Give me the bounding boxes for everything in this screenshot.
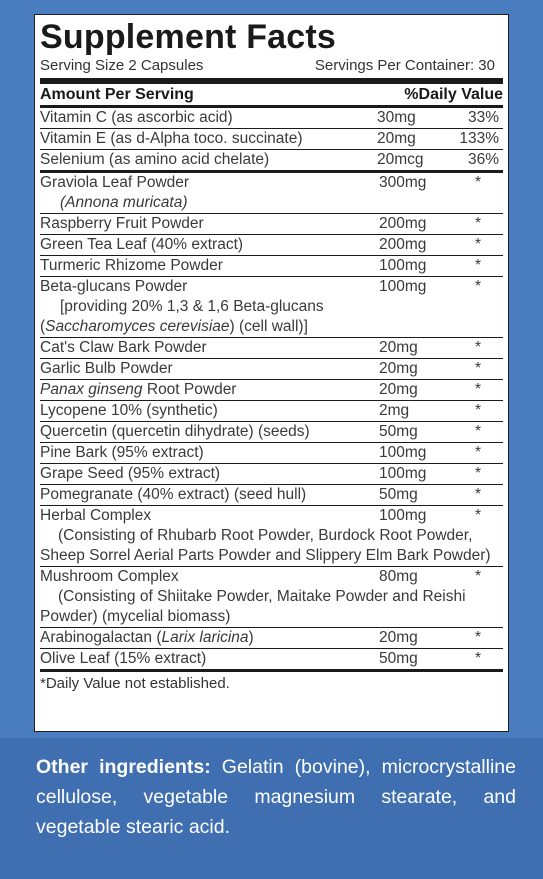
ingredient-dv: * [474,215,482,232]
ingredient-dv: * [474,486,482,503]
ingredient-row [40,337,503,358]
ingredient-row [40,566,503,627]
ingredient-amount: 20mg [379,339,418,356]
other-ingredients-text: Gelatin (bovine), microcrystalline cellulose, vegetable magnesium stearate, and vegetable stearic acid. [36,756,516,838]
serving-size: Serving Size 2 Capsules [40,57,204,74]
ingredient-row [40,442,503,463]
ingredient-dv: * [474,381,482,398]
ingredient-name: Quercetin (quercetin dihydrate) (seeds) [40,423,310,440]
ingredient-amount: 2mg [379,402,410,419]
ingredient-row [40,213,503,234]
ingredient-row [40,400,503,421]
ingredient-amount: 200mg [379,215,427,232]
ingredient-name: Lycopene 10% (synthetic) [40,402,218,419]
ingredient-row [40,484,503,505]
ingredient-row [40,648,503,669]
ingredient-dv: * [474,402,482,419]
ingredient-dv: * [474,629,482,646]
ingredient-amount: 100mg [379,507,427,524]
ingredient-name: Herbal Complex (Consisting of Rhubarb Root Powder, Burdock Root Powder, Sheep Sorrel Aerial Parts Powder and Slippery Elm Bark Powder) [40,506,379,566]
ingredient-name: Beta-glucans Powder [providing 20% 1,3 & 1,6 Beta-glucans (Saccharomyces cerevisiae) (cell wall)] [40,277,379,337]
ingredient-name: Panax ginseng Root Powder [40,381,237,398]
ingredient-name: Pomegranate (40% extract) (seed hull) [40,486,307,503]
ingredient-dv: * [474,465,482,482]
ingredient-row [40,627,503,648]
ingredient-amount: 20mg [379,360,418,377]
ingredient-name: Arabinogalactan (Larix laricina) [40,629,254,646]
ingredient-row [40,255,503,276]
ingredient-name: Mushroom Complex (Consisting of Shiitake Powder, Maitake Powder and Reishi Powder) (mycelial biomass) [40,567,379,627]
ingredient-amount: 200mg [379,236,427,253]
ingredient-row [40,505,503,566]
ingredient-subtext: (Consisting of Shiitake Powder, Maitake Powder and Reishi Powder) (mycelial biomass) [40,588,466,625]
ingredient-dv: * [474,423,482,440]
servings-per-container: Servings Per Container: 30 [314,57,495,74]
ingredient-name: Pine Bark (95% extract) [40,444,204,461]
label-title: Supplement Facts [40,18,337,56]
nutrient-row [40,108,503,128]
ingredient-name: Green Tea Leaf (40% extract) [40,236,244,253]
nutrient-amount: 20mg [377,130,416,147]
ingredient-subtext: (Annona muricata) [60,194,188,211]
nutrient-dv: 133% [459,130,499,147]
ingredient-amount: 100mg [379,278,427,295]
ingredient-dv: * [474,507,482,524]
other-ingredients-label: Other ingredients: [36,756,211,778]
dv-header: %Daily Value [404,86,503,103]
ingredient-dv: * [474,236,482,253]
nutrient-amount: 20mcg [377,151,424,168]
ingredient-name: Olive Leaf (15% extract) [40,650,207,667]
ingredient-name: Raspberry Fruit Powder [40,215,204,232]
ingredient-row [40,421,503,442]
footnote: *Daily Value not established. [40,675,230,692]
ingredient-subtext: (Saccharomyces cerevisiae) (cell wall)] [40,318,308,335]
ingredient-subtext: (Consisting of Rhubarb Root Powder, Burdock Root Powder, Sheep Sorrel Aerial Parts Powder and Slippery Elm Bark Powder) [40,527,491,564]
ingredient-row [40,358,503,379]
ingredient-dv: * [474,444,482,461]
nutrient-row [40,128,503,149]
ingredient-amount: 100mg [379,465,427,482]
ingredient-amount: 80mg [379,568,418,585]
ingredient-row [40,234,503,255]
ingredient-dv: * [474,174,482,191]
supplement-facts-label [34,14,509,732]
ingredient-name: Graviola Leaf Powder (Annona muricata) [40,173,379,213]
ingredient-row [40,173,503,213]
nutrient-name: Selenium (as amino acid chelate) [40,151,270,168]
ingredient-dv: * [474,568,482,585]
ingredient-amount: 20mg [379,381,418,398]
ingredient-dv: * [474,257,482,274]
nutrient-name: Vitamin E (as d-Alpha toco. succinate) [40,130,303,147]
ingredient-amount: 100mg [379,444,427,461]
ingredient-amount: 50mg [379,423,418,440]
nutrient-amount: 30mg [377,109,416,126]
ingredient-dv: * [474,650,482,667]
ingredient-amount: 100mg [379,257,427,274]
ingredient-dv: * [474,360,482,377]
ingredient-name: Garlic Bulb Powder [40,360,173,377]
column-header [40,84,503,105]
serving-info [40,57,503,75]
nutrient-dv: 33% [467,109,499,126]
ingredient-row [40,463,503,484]
ingredient-subtext: [providing 20% 1,3 & 1,6 Beta-glucans [60,298,324,315]
nutrient-row [40,149,503,170]
ingredient-row [40,276,503,337]
amount-header: Amount Per Serving [40,86,194,103]
ingredient-name: Cat's Claw Bark Powder [40,339,207,356]
ingredient-dv: * [474,278,482,295]
nutrient-name: Vitamin C (as ascorbic acid) [40,109,233,126]
ingredient-amount: 20mg [379,629,418,646]
nutrient-dv: 36% [467,151,499,168]
ingredient-amount: 50mg [379,650,418,667]
ingredient-amount: 300mg [379,174,427,191]
ingredient-name: Turmeric Rhizome Powder [40,257,223,274]
ingredient-row [40,379,503,400]
ingredient-dv: * [474,339,482,356]
other-ingredients [36,752,516,842]
ingredient-name: Grape Seed (95% extract) [40,465,221,482]
ingredient-amount: 50mg [379,486,418,503]
